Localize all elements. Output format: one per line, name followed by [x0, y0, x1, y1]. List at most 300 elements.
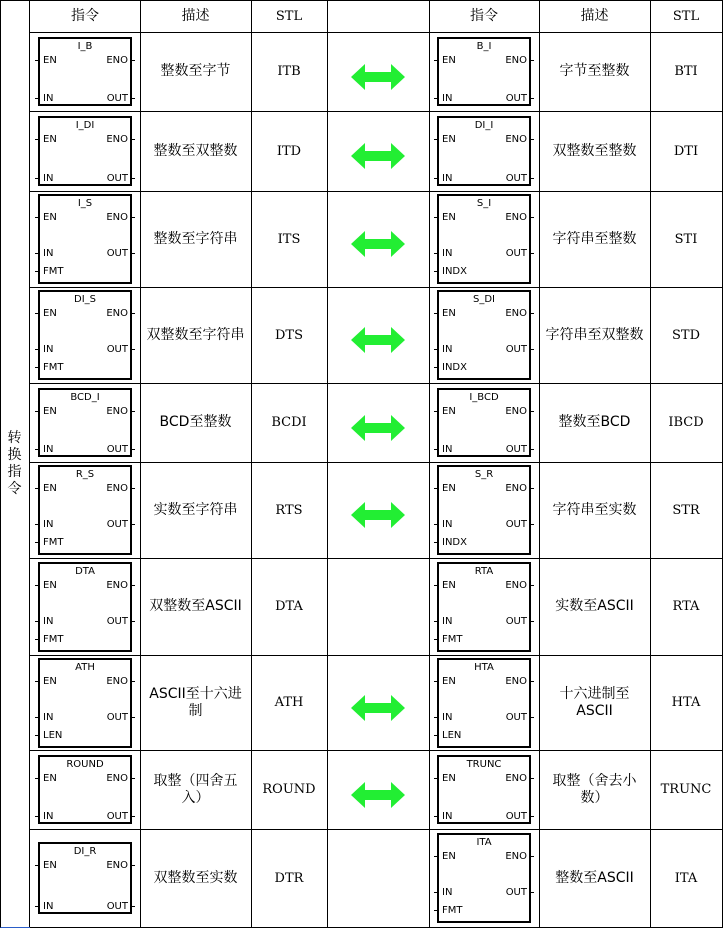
pin-eno-label: ENO	[505, 676, 527, 687]
left-description-text: ASCII至十六进制	[149, 685, 242, 719]
left-stl-text: DTA	[275, 599, 303, 614]
pin-extra-label: FMT	[442, 634, 463, 645]
left-stl	[251, 111, 328, 192]
function-block	[437, 194, 531, 284]
function-block	[437, 465, 531, 555]
left-description	[140, 829, 252, 928]
left-stl	[251, 287, 328, 384]
pin-stub	[35, 217, 39, 218]
left-description-text: 整数至字符串	[153, 230, 238, 247]
arrow-cell	[327, 111, 430, 192]
function-block	[437, 116, 531, 186]
left-description	[140, 383, 252, 463]
pin-stub	[35, 865, 39, 866]
pin-en-label: EN	[442, 308, 456, 319]
right-stl-text: BTI	[674, 64, 698, 79]
arrow-cell	[327, 191, 430, 288]
right-stl	[650, 191, 723, 288]
pin-stub	[35, 449, 39, 450]
pin-in-label: IN	[442, 248, 453, 259]
pin-stub	[434, 816, 438, 817]
pin-out-label: OUT	[505, 93, 527, 104]
function-block	[38, 388, 132, 457]
pin-eno-label: ENO	[106, 676, 128, 687]
left-description	[140, 655, 252, 751]
arrow-cell	[327, 558, 430, 656]
right-stl	[650, 829, 723, 928]
pin-stub	[434, 253, 438, 254]
pin-stub	[434, 488, 438, 489]
pin-out-label: OUT	[106, 444, 128, 455]
pin-stub	[434, 411, 438, 412]
bidirectional-arrow-icon	[351, 415, 405, 441]
function-block	[38, 290, 132, 380]
header-right-stl	[650, 0, 723, 33]
left-description-text: 整数至字节	[160, 63, 231, 79]
left-stl-text: ITB	[277, 64, 301, 79]
right-stl-text: ITA	[674, 870, 698, 886]
right-stl-text: TRUNC	[660, 782, 712, 797]
function-block	[38, 755, 132, 824]
left-description-text: 实数至字符串	[153, 501, 238, 518]
right-stl-text: DTI	[673, 143, 699, 159]
pin-eno-label: ENO	[106, 212, 128, 223]
left-stl	[251, 558, 328, 656]
pin-in-label: IN	[43, 173, 54, 184]
pin-en-label: EN	[442, 676, 456, 687]
pin-en-label: EN	[442, 55, 456, 66]
block-name: I_S	[77, 198, 93, 209]
pin-eno-label: ENO	[505, 406, 527, 417]
pin-out-label: OUT	[505, 248, 527, 259]
block-name: R_S	[75, 469, 95, 480]
pin-eno-label: ENO	[505, 580, 527, 591]
right-stl	[650, 558, 723, 656]
pin-eno-label: ENO	[505, 134, 527, 145]
pin-stub	[35, 139, 39, 140]
right-description-text: 整数至BCD	[558, 414, 631, 430]
function-block	[38, 194, 132, 284]
pin-out-label: OUT	[106, 344, 128, 355]
pin-out-label: OUT	[106, 93, 128, 104]
left-description	[140, 558, 252, 656]
pin-en-label: EN	[442, 580, 456, 591]
pin-en-label: EN	[442, 212, 456, 223]
pin-en-label: EN	[43, 676, 57, 687]
pin-stub	[530, 411, 534, 412]
block-name: DI_R	[73, 846, 97, 857]
pin-stub	[530, 60, 534, 61]
pin-en-label: EN	[43, 212, 57, 223]
block-name: DTA	[75, 566, 95, 577]
pin-out-label: OUT	[106, 519, 128, 530]
pin-eno-label: ENO	[106, 134, 128, 145]
pin-stub	[530, 139, 534, 140]
pin-en-label: EN	[442, 773, 456, 784]
pin-stub	[530, 717, 534, 718]
bidirectional-arrow-icon	[351, 327, 405, 353]
bidirectional-arrow-icon	[351, 782, 405, 808]
pin-stub	[530, 621, 534, 622]
header-right-instr	[429, 0, 540, 33]
header-left-stl	[251, 0, 328, 33]
left-stl	[251, 655, 328, 751]
arrow-cell	[327, 462, 430, 559]
function-block	[38, 842, 132, 914]
arrow-shape	[351, 143, 405, 169]
left-description	[140, 32, 252, 112]
pin-out-label: OUT	[505, 173, 527, 184]
pin-stub	[434, 60, 438, 61]
pin-stub	[530, 253, 534, 254]
pin-stub	[530, 524, 534, 525]
pin-stub	[35, 542, 39, 543]
pin-stub	[131, 717, 135, 718]
pin-stub	[434, 217, 438, 218]
right-description-text: 实数至ASCII	[555, 598, 634, 614]
pin-stub	[35, 367, 39, 368]
pin-extra-label: INDX	[442, 266, 467, 277]
pin-in-label: IN	[43, 93, 54, 104]
left-instruction-cell	[30, 655, 141, 751]
pin-stub	[530, 585, 534, 586]
left-stl	[251, 191, 328, 288]
right-stl	[650, 111, 723, 192]
pin-en-label: EN	[43, 580, 57, 591]
function-block	[437, 562, 531, 652]
pin-en-label: EN	[442, 851, 456, 862]
header-left-desc-text: 描述	[181, 7, 210, 24]
pin-stub	[434, 449, 438, 450]
header-right-stl-text: STL	[672, 8, 700, 24]
left-description-text: 双整数至ASCII	[149, 598, 242, 614]
pin-stub	[434, 639, 438, 640]
left-stl	[251, 32, 328, 112]
pin-en-label: EN	[43, 134, 57, 145]
pin-eno-label: ENO	[505, 851, 527, 862]
pin-extra-label: FMT	[43, 362, 64, 373]
header-right-desc-text: 描述	[580, 7, 609, 24]
left-stl	[251, 829, 328, 928]
pin-out-label: OUT	[106, 616, 128, 627]
left-stl-text: DTR	[274, 870, 304, 886]
pin-stub	[35, 639, 39, 640]
pin-stub	[434, 524, 438, 525]
right-stl-text: STI	[674, 231, 698, 247]
pin-stub	[131, 906, 135, 907]
function-block	[437, 388, 531, 457]
arrow-shape	[351, 327, 405, 353]
pin-out-label: OUT	[505, 887, 527, 898]
left-stl-text: BCDI	[271, 415, 307, 430]
right-instruction-cell	[429, 462, 540, 559]
left-instruction-cell	[30, 558, 141, 656]
left-stl-text: ROUND	[262, 782, 316, 797]
left-description	[140, 191, 252, 288]
pin-stub	[530, 892, 534, 893]
pin-stub	[35, 778, 39, 779]
block-name: S_I	[476, 198, 492, 209]
block-name: ATH	[75, 662, 95, 673]
arrow-shape	[351, 415, 405, 441]
right-description	[539, 558, 651, 656]
left-instruction-cell	[30, 383, 141, 463]
left-instruction-cell	[30, 111, 141, 192]
right-description	[539, 750, 651, 830]
arrow-shape	[351, 695, 405, 721]
right-stl-text: STD	[672, 327, 700, 343]
pin-stub	[434, 910, 438, 911]
block-name: S_R	[474, 469, 494, 480]
pin-stub	[131, 217, 135, 218]
pin-out-label: OUT	[505, 616, 527, 627]
arrow-shape	[351, 64, 405, 90]
pin-in-label: IN	[43, 519, 54, 530]
pin-stub	[131, 524, 135, 525]
function-block	[437, 755, 531, 824]
pin-stub	[434, 856, 438, 857]
right-description	[539, 111, 651, 192]
pin-stub	[35, 735, 39, 736]
function-block	[437, 37, 531, 106]
pin-stub	[434, 139, 438, 140]
left-stl-text: DTS	[275, 327, 303, 343]
pin-stub	[530, 313, 534, 314]
pin-stub	[131, 178, 135, 179]
bidirectional-arrow-icon	[351, 143, 405, 169]
function-block	[437, 290, 531, 380]
pin-stub	[434, 735, 438, 736]
header-right-desc	[539, 0, 651, 33]
pin-stub	[131, 349, 135, 350]
pin-en-label: EN	[442, 483, 456, 494]
right-description-text: 取整（舍去小数）	[552, 772, 637, 806]
arrow-cell	[327, 383, 430, 463]
pin-stub	[434, 892, 438, 893]
right-instruction-cell	[429, 383, 540, 463]
pin-stub	[434, 98, 438, 99]
pin-out-label: OUT	[505, 712, 527, 723]
pin-stub	[35, 253, 39, 254]
block-name: ITA	[476, 837, 492, 848]
pin-stub	[35, 488, 39, 489]
arrow-cell	[327, 750, 430, 830]
left-instruction-cell	[30, 462, 141, 559]
left-stl-text: RTS	[275, 502, 303, 518]
right-description-text: 字符串至整数	[552, 230, 637, 247]
pin-extra-label: FMT	[43, 634, 64, 645]
pin-stub	[35, 411, 39, 412]
pin-extra-label: INDX	[442, 537, 467, 548]
left-stl-text: ATH	[274, 695, 304, 710]
pin-out-label: OUT	[106, 901, 128, 912]
left-instruction-cell	[30, 750, 141, 830]
left-description	[140, 111, 252, 192]
pin-stub	[35, 717, 39, 718]
pin-eno-label: ENO	[505, 773, 527, 784]
function-block	[437, 658, 531, 748]
pin-stub	[530, 98, 534, 99]
right-instruction-cell	[429, 111, 540, 192]
bidirectional-arrow-icon	[351, 231, 405, 257]
pin-stub	[131, 816, 135, 817]
pin-stub	[35, 98, 39, 99]
arrow-shape	[351, 231, 405, 257]
pin-stub	[131, 313, 135, 314]
left-instruction-cell	[30, 287, 141, 384]
right-stl-text: IBCD	[668, 415, 704, 430]
left-stl-text: ITS	[277, 231, 301, 247]
pin-stub	[131, 585, 135, 586]
function-block	[38, 465, 132, 555]
pin-in-label: IN	[43, 444, 54, 455]
pin-stub	[35, 585, 39, 586]
pin-stub	[35, 178, 39, 179]
arrow-cell	[327, 655, 430, 751]
bidirectional-arrow-icon	[351, 695, 405, 721]
arrow-cell	[327, 287, 430, 384]
left-instruction-cell	[30, 829, 141, 928]
pin-in-label: IN	[442, 93, 453, 104]
pin-out-label: OUT	[106, 712, 128, 723]
pin-stub	[131, 253, 135, 254]
pin-stub	[434, 178, 438, 179]
pin-extra-label: FMT	[442, 905, 463, 916]
pin-en-label: EN	[43, 308, 57, 319]
pin-stub	[131, 411, 135, 412]
header-right-instr-text: 指令	[470, 7, 498, 24]
left-stl	[251, 383, 328, 463]
pin-out-label: OUT	[505, 519, 527, 530]
right-stl	[650, 383, 723, 463]
left-description-text: 取整（四舍五入）	[153, 772, 238, 806]
arrow-shape	[351, 502, 405, 528]
pin-extra-label: LEN	[43, 730, 63, 741]
pin-in-label: IN	[442, 616, 453, 627]
pin-stub	[131, 98, 135, 99]
pin-out-label: OUT	[505, 444, 527, 455]
left-description	[140, 462, 252, 559]
pin-in-label: IN	[43, 712, 54, 723]
header-left-instr-text: 指令	[71, 7, 99, 24]
right-description	[539, 383, 651, 463]
left-stl	[251, 750, 328, 830]
pin-out-label: OUT	[106, 248, 128, 259]
function-block	[38, 658, 132, 748]
pin-in-label: IN	[442, 519, 453, 530]
right-stl	[650, 287, 723, 384]
pin-eno-label: ENO	[106, 55, 128, 66]
pin-stub	[131, 139, 135, 140]
pin-stub	[131, 865, 135, 866]
left-instruction-cell	[30, 191, 141, 288]
pin-stub	[35, 349, 39, 350]
left-description	[140, 287, 252, 384]
pin-out-label: OUT	[106, 173, 128, 184]
right-stl-text: HTA	[671, 695, 701, 710]
block-name: BCD_I	[70, 392, 100, 403]
pin-stub	[530, 856, 534, 857]
pin-stub	[530, 488, 534, 489]
right-description	[539, 32, 651, 112]
pin-stub	[530, 349, 534, 350]
pin-stub	[434, 585, 438, 586]
right-description	[539, 829, 651, 928]
left-description-text: 双整数至字符串	[146, 326, 245, 343]
pin-eno-label: ENO	[106, 483, 128, 494]
left-instruction-cell	[30, 32, 141, 112]
pin-stub	[434, 681, 438, 682]
block-name: I_BCD	[469, 392, 499, 403]
block-name: HTA	[474, 662, 494, 673]
pin-extra-label: FMT	[43, 537, 64, 548]
pin-stub	[434, 349, 438, 350]
bidirectional-arrow-icon	[351, 64, 405, 90]
pin-stub	[35, 313, 39, 314]
right-instruction-cell	[429, 32, 540, 112]
pin-stub	[530, 449, 534, 450]
right-stl	[650, 462, 723, 559]
pin-eno-label: ENO	[505, 55, 527, 66]
pin-stub	[434, 367, 438, 368]
right-description	[539, 287, 651, 384]
pin-en-label: EN	[43, 773, 57, 784]
pin-stub	[434, 542, 438, 543]
right-description-text: 十六进制至ASCII	[559, 685, 630, 719]
function-block	[38, 37, 132, 106]
pin-stub	[530, 681, 534, 682]
arrow-shape	[351, 782, 405, 808]
block-name: DI_I	[474, 120, 494, 131]
block-name: S_DI	[473, 294, 495, 305]
pin-extra-label: INDX	[442, 362, 467, 373]
pin-stub	[35, 906, 39, 907]
pin-en-label: EN	[43, 483, 57, 494]
block-name: DI_S	[74, 294, 96, 305]
pin-stub	[131, 778, 135, 779]
pin-eno-label: ENO	[106, 580, 128, 591]
left-description	[140, 750, 252, 830]
right-stl	[650, 750, 723, 830]
pin-stub	[131, 681, 135, 682]
pin-stub	[434, 717, 438, 718]
left-description-text: 双整数至实数	[153, 869, 238, 886]
pin-stub	[434, 778, 438, 779]
block-name: B_I	[476, 41, 492, 52]
block-name: I_DI	[75, 120, 95, 131]
side-label-text: 转换指令	[7, 429, 22, 497]
right-instruction-cell	[429, 558, 540, 656]
pin-in-label: IN	[442, 811, 453, 822]
pin-en-label: EN	[43, 860, 57, 871]
pin-en-label: EN	[442, 134, 456, 145]
side-label	[0, 0, 30, 927]
pin-eno-label: ENO	[505, 212, 527, 223]
pin-en-label: EN	[43, 406, 57, 417]
pin-en-label: EN	[442, 406, 456, 417]
pin-stub	[35, 271, 39, 272]
pin-stub	[434, 271, 438, 272]
left-stl-text: ITD	[276, 143, 302, 159]
left-description-text: BCD至整数	[159, 414, 232, 430]
pin-in-label: IN	[442, 444, 453, 455]
pin-in-label: IN	[43, 811, 54, 822]
bidirectional-arrow-icon	[351, 502, 405, 528]
right-instruction-cell	[429, 191, 540, 288]
pin-eno-label: ENO	[106, 406, 128, 417]
right-stl-text: RTA	[672, 599, 700, 614]
pin-eno-label: ENO	[505, 308, 527, 319]
